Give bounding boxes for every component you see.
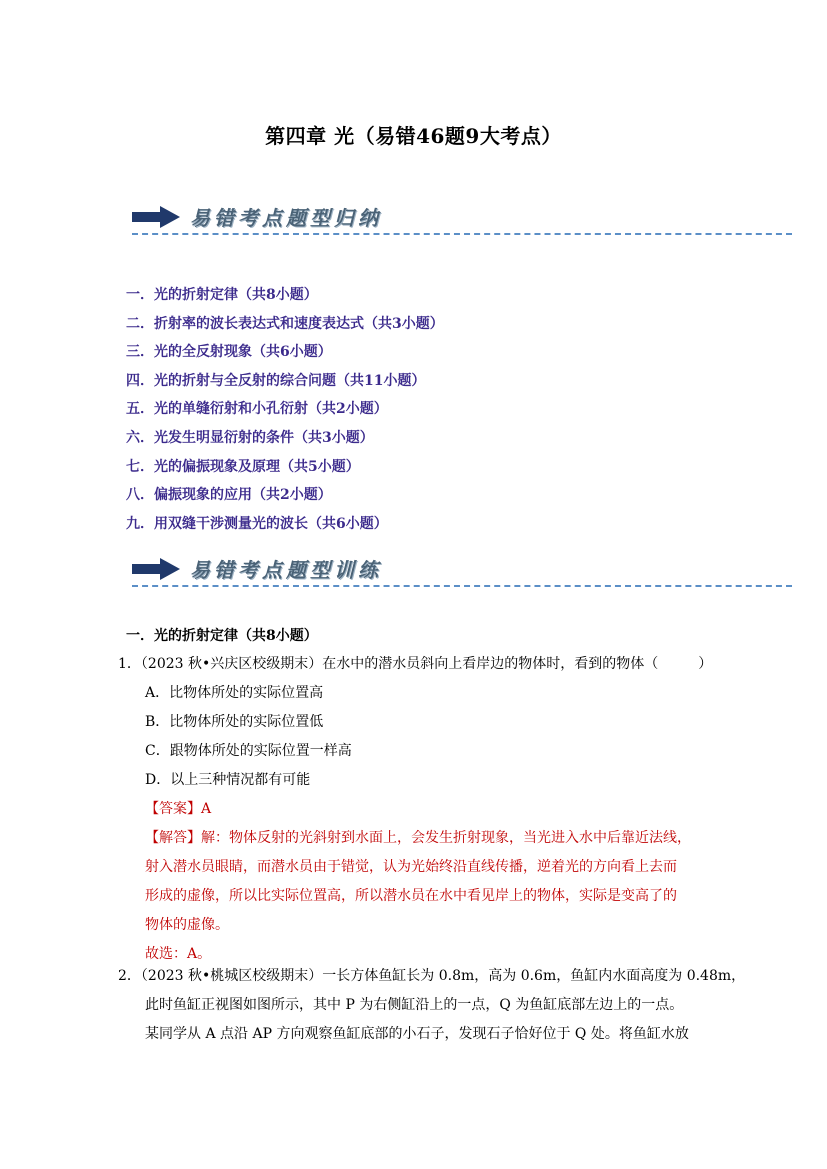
question-number: 2．: [118, 968, 141, 984]
option-b[interactable]: B．比物体所处的实际位置低: [145, 714, 324, 730]
toc-item[interactable]: 九．用双缝干涉测量光的波长（共6小题）: [126, 515, 388, 532]
arrow-right-icon: [132, 558, 180, 580]
answer-line: [118, 795, 718, 824]
section-heading: 一．光的折射定律（共8小题）: [126, 628, 318, 644]
analysis-text: 解：物体反射的光斜射到水面上，会发生折射现象，当光进入水中后靠近法线，: [201, 830, 691, 846]
conclusion-line: 故选：A。: [145, 946, 212, 962]
option-c[interactable]: C．跟物体所处的实际位置一样高: [145, 743, 352, 759]
question-stem: [118, 962, 746, 991]
question-text: 此时鱼缸正视图如图所示，其中 P 为右侧缸沿上的一点，Q 为鱼缸底部左边上的一点。: [145, 997, 684, 1013]
option-a[interactable]: A．比物体所处的实际位置高: [145, 685, 324, 701]
question-text: 某同学从 A 点沿 AP 方向观察鱼缸底部的小石子，发现石子恰好位于 Q 处。将鱼缸水放: [145, 1026, 689, 1042]
training-banner: [132, 552, 792, 592]
option-d[interactable]: D．以上三种情况都有可能: [145, 772, 311, 788]
toc-item[interactable]: 八．偏振现象的应用（共2小题）: [126, 487, 332, 504]
page-title: 第四章 光（易错46题9大考点）: [265, 124, 562, 148]
toc-item[interactable]: 七．光的偏振现象及原理（共5小题）: [126, 458, 360, 475]
toc-item[interactable]: 六．光发生明显衍射的条件（共3小题）: [126, 429, 374, 446]
summary-banner-text: 易错考点题型归纳: [190, 206, 382, 230]
question-stem: [118, 650, 718, 679]
toc-item[interactable]: 一．光的折射定律（共8小题）: [126, 287, 318, 303]
analysis-line: 物体的虚像。: [145, 917, 229, 933]
answer-value: A: [201, 801, 212, 817]
summary-banner: [132, 200, 792, 240]
analysis-line: [118, 824, 718, 853]
question-text: （2023 秋•桃城区校级期末）一长方体鱼缸长为 0.8m，高为 0.6m，鱼缸内水面高度为 0.48m，: [140, 968, 746, 984]
question-1: [118, 650, 718, 969]
toc-item[interactable]: 四．光的折射与全反射的综合问题（共11小题）: [126, 372, 426, 389]
toc-item[interactable]: 五．光的单缝衍射和小孔衍射（共2小题）: [126, 401, 388, 418]
answer-label: 【答案】: [145, 801, 201, 817]
question-2: [118, 962, 746, 1049]
toc-item[interactable]: 二．折射率的波长表达式和速度表达式（共3小题）: [126, 315, 444, 332]
training-banner-text: 易错考点题型训练: [190, 558, 382, 582]
analysis-line: 形成的虚像，所以比实际位置高，所以潜水员在水中看见岸上的物体，实际是变高了的: [145, 888, 677, 904]
answer-bracket: ）: [698, 656, 713, 672]
question-number: 1．: [118, 656, 141, 672]
topic-list: [126, 281, 444, 538]
banner-divider: [132, 585, 792, 587]
analysis-line: 射入潜水员眼睛，而潜水员由于错觉，认为光始终沿直线传播，逆着光的方向看上去而: [145, 859, 677, 875]
banner-divider: [132, 233, 792, 235]
toc-item[interactable]: 三．光的全反射现象（共6小题）: [126, 344, 332, 361]
analysis-label: 【解答】: [145, 830, 201, 846]
arrow-right-icon: [132, 206, 180, 228]
question-text: （2023 秋•兴庆区校级期末）在水中的潜水员斜向上看岸边的物体时，看到的物体（: [140, 656, 659, 672]
